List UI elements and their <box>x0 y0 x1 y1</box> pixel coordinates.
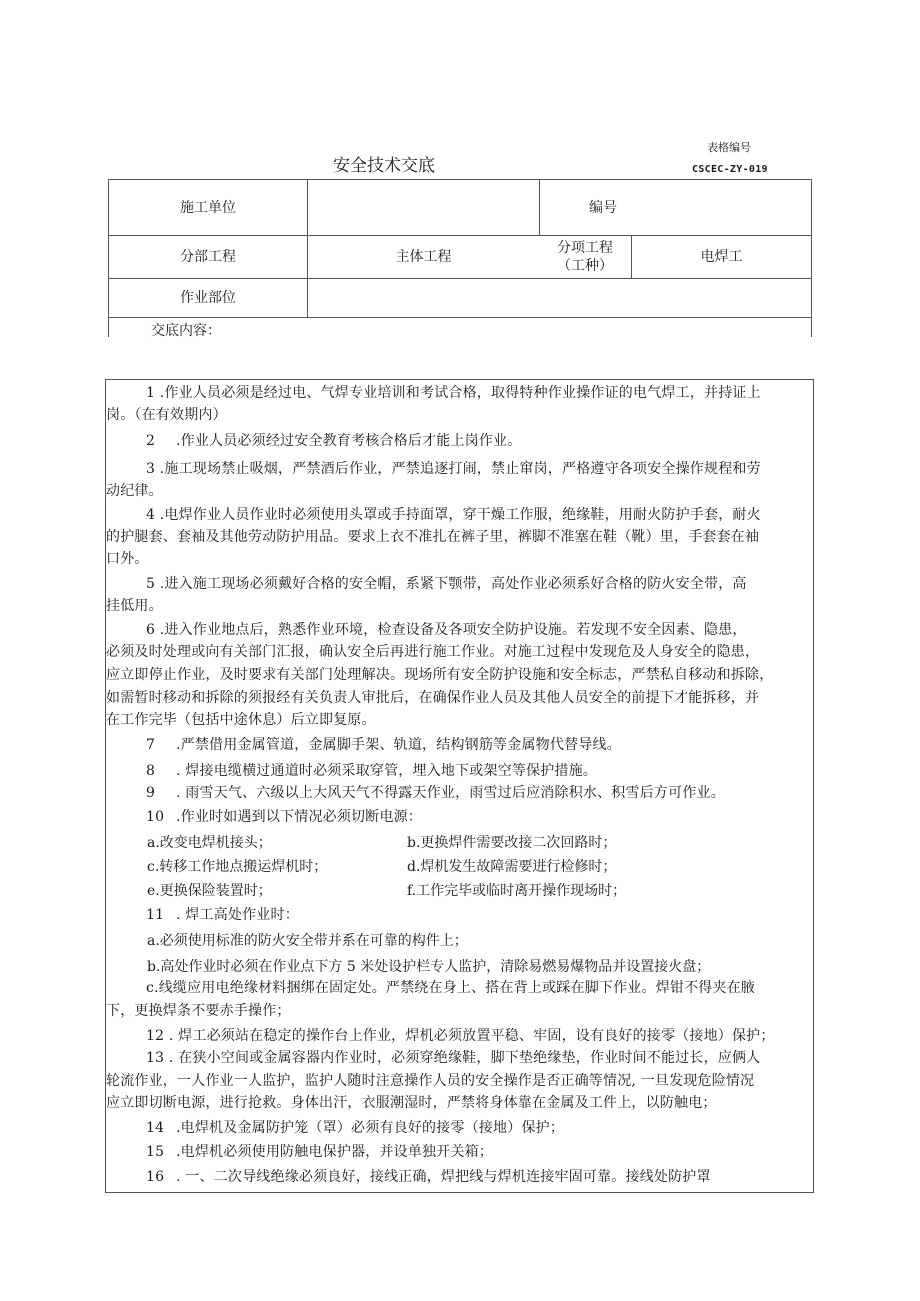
item-text: 口外。 <box>106 551 149 567</box>
list-item-cont <box>106 480 809 503</box>
item-text: c.线缆应用电绝缘材料捆绑在固定处。严禁绕在身上、搭在背上或踩在脚下作业。焊钳不得夹在腋 <box>146 980 756 996</box>
subitem-label <box>539 236 632 278</box>
item-text: .电焊机必须使用防触电保护器，并设单独开关箱； <box>176 1144 494 1160</box>
item-text: 的护腿套、套袖及其他劳动防护用品。要求上衣不准扎在裤子里，裤脚不准塞在鞋（靴）里，手套套在袖 <box>106 529 760 545</box>
trade-value[interactable]: 电焊工 <box>700 249 743 265</box>
item-text: .作业时如遇到以下情况必须切断电源： <box>176 809 423 825</box>
list-item <box>106 904 809 927</box>
list-item-cont <box>106 641 809 664</box>
list-item-cont <box>106 404 809 427</box>
sub-item: c.转移工作地点搬运焊机时； <box>147 859 328 875</box>
sub-item-cont <box>106 1000 809 1023</box>
list-item-cont <box>106 526 809 549</box>
item-text: . 焊工高处作业时： <box>176 907 299 923</box>
item-text: 4 .电焊作业人员作业时必须使用头罩或手持面罩，穿干燥工作服，绝缘鞋，用耐火防护手套，耐火 <box>146 507 761 523</box>
list-item <box>106 1025 809 1048</box>
item-number: 7 <box>146 737 156 753</box>
item-number: 16 <box>146 1169 165 1185</box>
work-location-label: 作业部位 <box>109 279 308 317</box>
list-item-cont <box>106 595 809 618</box>
item-number: 2 <box>146 433 156 449</box>
list-item-cont <box>106 1070 809 1093</box>
construction-unit-value[interactable] <box>308 180 540 235</box>
sub-item: b.高处作业时必须在作业点下方 5 米处设护栏专人监护，清除易燃易爆物品并设置接火盘； <box>147 959 711 975</box>
table-row <box>109 279 811 318</box>
list-item-cont <box>106 687 809 710</box>
item-text: .作业人员必须经过安全教育考核合格后才能上岗作业。 <box>176 433 522 449</box>
item-number: 9 <box>146 785 156 801</box>
list-item <box>106 1117 809 1140</box>
item-text: 3 .施工现场禁止吸烟，严禁酒后作业，严禁追逐打闹，禁止窜岗，严格遵守各项安全操作规程和劳 <box>146 461 761 477</box>
item-number: 11 <box>146 907 165 923</box>
sub-item: a.改变电焊机接头； <box>147 835 272 851</box>
sub-item: e.更换保险装置时； <box>147 883 272 899</box>
content-label: 交底内容： <box>151 323 221 339</box>
list-item <box>106 760 809 783</box>
item-number: 15 <box>146 1144 165 1160</box>
item-number: 14 <box>146 1120 165 1136</box>
item-text: 1 .作业人员必须是经过电、气焊专业培训和考试合格，取得特种作业操作证的电气焊工，并持证上 <box>146 385 761 401</box>
item-text: 应立即停止作业，及时要求有关部门处理解决。现场所有安全防护设施和安全标志，严禁私自移动和拆除， <box>106 667 774 683</box>
item-text: 必须及时处理或向有关部门汇报，确认安全后再进行施工作业。对施工过程中发现危及人身安全的隐患， <box>106 644 760 660</box>
item-text: 动纪律。 <box>106 483 163 499</box>
item-text: 5 .进入施工现场必须戴好合格的安全帽，系紧下颚带，高处作业必须系好合格的防火安全带，高 <box>146 576 747 592</box>
list-item-cont <box>106 664 809 687</box>
item-text: .电焊机及金属防护笼（罩）必须有良好的接零（接地）保护； <box>176 1120 565 1136</box>
list-item-cont <box>106 548 809 571</box>
item-text: 轮流作业，一人作业一人监护，监护人随时注意操作人员的安全操作是否正确等情况, 一旦发现危险情况 <box>106 1073 755 1089</box>
list-item <box>106 619 809 642</box>
list-item <box>106 430 809 453</box>
item-text: .严禁借用金属管道，金属脚手架、轨道，结构钢筋等金属物代替导线。 <box>176 737 621 753</box>
table-row <box>109 180 811 236</box>
number-label: 编号 <box>589 199 617 216</box>
page-title: 安全技术交底 <box>333 156 435 176</box>
list-item <box>106 1166 809 1189</box>
item-text: 6 .进入作业地点后，熟悉作业环境，检查设备及各项安全防护设施。若发现不安全因素、隐患， <box>146 622 747 638</box>
item-text: . 雨雪天气、六级以上大风天气不得露天作业，雨雪过后应消除积水、积雪后方可作业。 <box>176 785 725 801</box>
briefing-content <box>105 379 814 1193</box>
form-code-label: 表格编号 <box>707 141 751 154</box>
work-location-value[interactable] <box>308 279 811 317</box>
item-text: . 焊接电缆横过通道时必须采取穿管，埋入地下或架空等保护措施。 <box>176 763 598 779</box>
list-item-cont <box>106 1092 809 1115</box>
list-item <box>106 382 809 405</box>
item-number: 8 <box>146 763 156 779</box>
list-item <box>106 782 809 805</box>
sub-item <box>106 977 809 1000</box>
item-text: 12 . 焊工必须站在稳定的操作台上作业，焊机必须放置平稳、牢固，设有良好的接零（接地）保护； <box>146 1028 775 1044</box>
form-code: CSCEC-ZY-019 <box>692 164 768 175</box>
list-item <box>106 458 809 481</box>
item-text: 应立即切断电源，进行抢救。身体出汗，衣服潮湿时，严禁将身体靠在金属及工件上，以防触电； <box>106 1095 717 1111</box>
item-number: 10 <box>146 809 165 825</box>
item-text: 岗。（在有效期内） <box>106 407 227 423</box>
item-text: . 一、二次导线绝缘必须良好，接线正确，焊把线与焊机连接牢固可靠。接线处防护罩 <box>176 1169 711 1185</box>
list-item <box>106 734 809 757</box>
construction-unit-label: 施工单位 <box>109 180 308 235</box>
sub-item: b.更换焊件需要改接二次回路时； <box>407 835 617 851</box>
number-value[interactable] <box>666 180 811 235</box>
list-item <box>106 504 809 527</box>
list-item <box>106 1047 809 1070</box>
item-text: 在工作完毕（包括中途休息）后立即复原。 <box>106 712 376 728</box>
sub-item: a.必须使用标准的防火安全带并系在可靠的构件上； <box>147 933 468 949</box>
list-item <box>106 1141 809 1164</box>
sub-item: f.工作完毕或临时离开操作现场时； <box>407 883 627 899</box>
table-row <box>109 236 811 279</box>
division-project-value[interactable]: 主体工程 <box>395 249 452 265</box>
subitem-label-line1: 分项工程 <box>557 240 613 256</box>
item-text: 下，更换焊条不要赤手操作； <box>106 1003 291 1019</box>
item-text: 13 . 在狭小空间或金属容器内作业时，必须穿绝缘鞋，脚下垫绝缘垫，作业时间不能过长，应俩人 <box>146 1050 761 1066</box>
division-project-label: 分部工程 <box>109 236 308 278</box>
list-item <box>106 573 809 596</box>
item-text: 挂低用。 <box>106 598 163 614</box>
list-item <box>106 806 809 829</box>
sub-item: d.焊机发生故障需要进行检修时； <box>407 859 617 875</box>
item-text: 如需暂时移动和拆除的须报经有关负责人审批后，在确保作业人员及其他人员安全的前提下才能拆移，并 <box>106 690 760 706</box>
subitem-label-line2: （工种） <box>557 258 613 274</box>
info-table <box>108 179 812 337</box>
list-item-cont <box>106 709 809 732</box>
